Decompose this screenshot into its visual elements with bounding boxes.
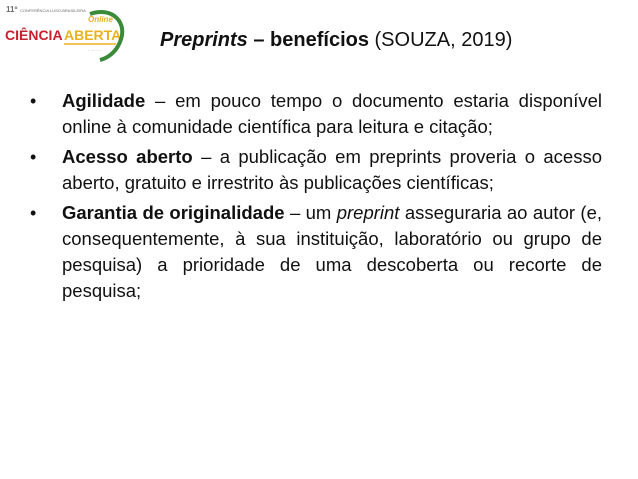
bullet-text: asseguraria ao autor (e, consequentemente, à sua instituição, laboratório ou grupo de pesquisa) a prioridade de uma descoberta ou recorte de pesquisa;	[62, 202, 602, 301]
bullet-italic-term: preprint	[336, 202, 400, 223]
bullet-dot-icon: •	[30, 203, 37, 223]
bullet-term: Acesso aberto	[62, 146, 193, 167]
conference-logo	[4, 2, 128, 64]
slide-title	[160, 28, 512, 52]
bullet-dot-icon: •	[30, 91, 37, 111]
title-benefits: – benefícios	[247, 29, 369, 51]
benefits-list	[28, 88, 602, 308]
title-citation: (SOUZA, 2019)	[368, 29, 513, 51]
title-preprints: Preprints	[160, 29, 248, 51]
logo-tagline: CONFERÊNCIA LUSO-BRASILEIRA	[20, 8, 86, 13]
bullet-term: Agilidade	[62, 90, 146, 111]
bullet-item-agilidade	[28, 88, 602, 140]
bullet-text: – a publicação em preprints proveria o acesso aberto, gratuito e irrestrito às publicações científicas;	[62, 146, 602, 193]
bullet-item-acesso-aberto	[28, 144, 602, 196]
logo-edition-number: 11º	[6, 5, 18, 14]
logo-word-aberta: ABERTA	[64, 27, 122, 43]
svg-text:· · · · · ·: · · · · · ·	[88, 48, 102, 53]
bullet-term: Garantia de originalidade	[62, 202, 285, 223]
bullet-item-originalidade	[28, 200, 602, 304]
logo-word-ciencia: CIÊNCIA	[5, 27, 63, 43]
bullet-text: – em pouco tempo o documento estaria disponível online à comunidade científica para leitura e citação;	[62, 90, 602, 137]
bullet-dot-icon: •	[30, 147, 37, 167]
logo-online: Online	[88, 15, 113, 24]
bullet-text-mid: – um	[284, 202, 337, 223]
